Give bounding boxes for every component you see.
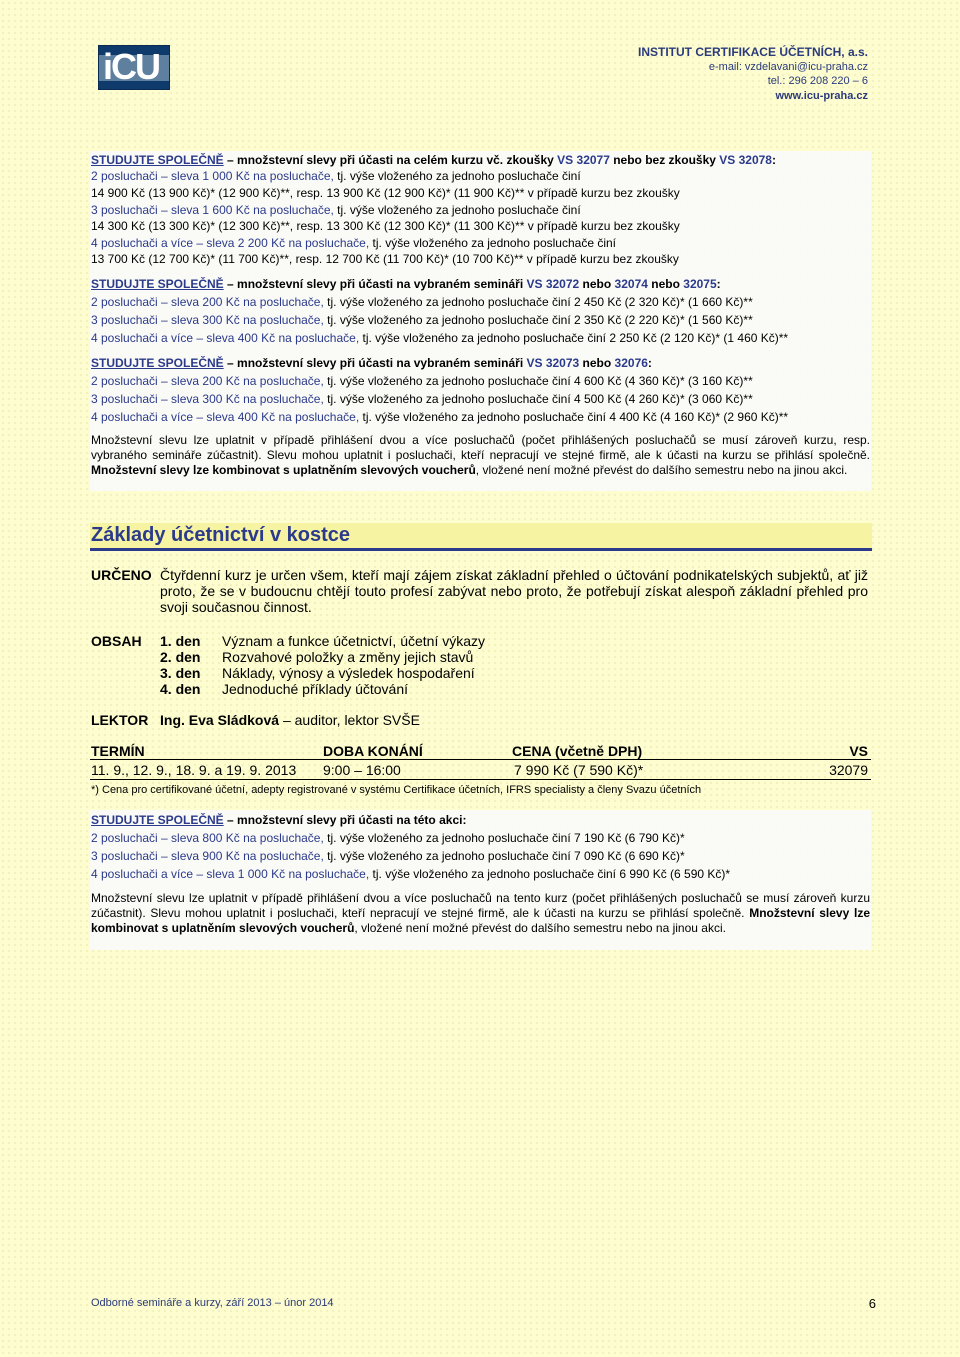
cell-duration: 9:00 – 16:00 [323,762,401,778]
discount-row [90,390,871,408]
discount-text: tj. výše vloženého za jednoho posluchače činí [333,168,581,183]
discount-text: tj. výše vloženého za jednoho posluchače činí 6 990 Kč (6 590 Kč)* [369,867,731,881]
discount-label: 3 posluchači – sleva 300 Kč na posluchače, [91,312,324,327]
discount-text: tj. výše vloženého za jednoho posluchače činí 4 400 Kč (4 160 Kč)* (2 960 Kč)** [359,409,789,424]
heading-text: : [771,153,776,167]
discount-note [90,891,871,936]
course-days [160,633,485,697]
website-link[interactable]: www.icu-praha.cz [775,89,868,102]
discount-heading-3 [90,354,871,372]
discount-row [90,847,871,865]
col-term-header: TERMÍN [91,743,145,759]
discount-row [90,293,871,311]
vs-code: 32074 [614,276,648,291]
discount-label: 4 posluchači a více – sleva 400 Kč na posluchače, [91,409,360,424]
cell-price: 7 990 Kč (7 590 Kč)* [514,762,644,778]
heading-text: – množstevní slevy při účasti na vybraném semináři [223,355,527,370]
discount-row [90,202,871,219]
heading-link: STUDUJTE SPOLEČNĚ [91,813,224,827]
price-footnote: *) Cena pro certifikované účetní, adepty registrované v systému Certifikace účetních, IFRS specialisty a členy Svazu účetních [91,784,702,796]
day-label: 4. den [160,681,201,697]
vs-code: VS 32072 [526,276,580,291]
vs-code: 32075 [683,276,717,291]
day-topic: Význam a funkce účetnictví, účetní výkazy [222,633,486,649]
heading-text: nebo [579,276,615,291]
discount-row [90,408,871,426]
urceno-text: Čtyřdenní kurz je určen všem, kteří mají zájem získat základní přehled o účtování podnikatelských subjektů, ať již proto, že se v budoucnu chtějí touto profesí zabývat nebo proto, že potřebují získat alespoň základní přehled pro svoji současnou činnost. [160,567,868,615]
discount-label: 2 posluchači – sleva 200 Kč na posluchače, [91,373,324,388]
logo-text: iCU [103,46,159,87]
cell-term: 11. 9., 12. 9., 18. 9. a 19. 9. 2013 [91,762,297,778]
discount-row [90,234,871,252]
note-text: Množstevní slevu lze uplatnit v případě přihlášení dvou a více posluchačů na tento kurz (počet přihlášených posluchačů se musí zároveň kurzu zúčastnit). Slevu mohou uplatnit i posluchači, kteří nepracují ve stejné firmě, ale k účasti na kurzu se přihlásí společně. [91,891,870,920]
heading-text: : [716,276,721,291]
day-topic: Náklady, výnosy a výsledek hospodaření [222,665,475,681]
discount-label: 4 posluchači a více – sleva 2 200 Kč na posluchače, [91,235,370,250]
vs-code: VS 32078 [719,153,772,167]
discount-text: tj. výše vloženého za jednoho posluchače činí [369,235,617,250]
note-bold: Množstevní slevy lze kombinovat s uplatněním slevových voucherů [91,462,476,477]
discount-text: tj. výše vloženého za jednoho posluchače činí 2 350 Kč (2 220 Kč)* (1 560 Kč)** [323,312,753,327]
note-text: , vložené není možné převést do dalšího semestru nebo na jinou akci. [354,921,726,935]
obsah-label: OBSAH [91,633,142,649]
header-contact [638,45,868,103]
discount-prices: 14 300 Kč (13 300 Kč)* (12 300 Kč)**, resp. 13 300 Kč (12 300 Kč)* (11 300 Kč)** v případě kurzu bez zkoušky [91,218,680,233]
page-number: 6 [868,1296,876,1311]
note-text: Množstevní slevu lze uplatnit v případě přihlášení dvou a více posluchačů (počet přihlášených posluchačů se musí zároveň kurzu, resp. vybraného semináře zúčastnit). Slevu mohou uplatnit i posluchači, kteří nepracují ve stejné firmě, ale k účasti na kurzu se přihlásí společně. [91,432,870,462]
logo [98,45,170,90]
vs-code: 32076 [614,355,648,370]
discount-label: 4 posluchači a více – sleva 1 000 Kč na posluchače, [91,867,370,881]
heading-text: – množstevní slevy při účasti na celém kurzu vč. zkoušky [223,153,558,167]
heading-text: nebo [579,355,615,370]
discount-heading-1 [90,152,871,169]
discount-label: 3 posluchači – sleva 900 Kč na posluchače, [91,849,324,863]
discount-row [90,311,871,329]
discount-box-2 [90,810,871,950]
col-price-header: CENA (včetně DPH) [512,743,643,759]
heading-text: – množstevní slevy při účasti na vybraném semináři [223,276,527,291]
heading-text: : [647,355,652,370]
discount-box-1 [90,151,871,491]
discount-label: 2 posluchači – sleva 1 000 Kč na posluchače, [91,168,334,183]
discount-label: 2 posluchači – sleva 800 Kč na posluchače, [91,831,324,845]
vs-code: VS 32077 [557,153,610,167]
col-vs-header: VS [849,743,868,759]
heading-link: STUDUJTE SPOLEČNĚ [91,276,224,291]
discount-text: tj. výše vloženého za jednoho posluchače činí 4 500 Kč (4 260 Kč)* (3 060 Kč)** [323,391,753,406]
note-bold: Množstevní slevy lze kombinovat s uplatněním slevových voucherů [91,906,870,935]
col-duration-header: DOBA KONÁNÍ [323,743,423,759]
discount-text: tj. výše vloženého za jednoho posluchače činí 7 090 Kč (6 690 Kč)* [323,849,685,863]
cell-vs: 32079 [829,762,868,778]
discount-prices: 13 700 Kč (12 700 Kč)* (11 700 Kč)**, resp. 12 700 Kč (11 700 Kč)* (10 700 Kč)** v případě kurzu bez zkoušky [91,251,679,266]
lektor-desc: – auditor, lektor SVŠE [279,712,420,728]
note-text: , vložené není možné převést do dalšího semestru nebo na jinou akci. [475,462,848,477]
day-row [160,649,485,665]
day-topic: Jednoduché příklady účtování [222,681,409,697]
heading-text: nebo [647,276,684,291]
discount-row [90,169,871,184]
discount-label: 4 posluchači a více – sleva 400 Kč na posluchače, [91,330,360,345]
discount-text: tj. výše vloženého za jednoho posluchače činí 7 190 Kč (6 790 Kč)* [323,831,685,845]
email[interactable]: e-mail: vzdelavani@icu-praha.cz [708,60,868,73]
day-label: 2. den [160,649,201,665]
urceno-label: URČENO [91,567,152,583]
discount-label: 3 posluchači – sleva 300 Kč na posluchače, [91,391,324,406]
phone: tel.: 296 208 220 – 6 [767,75,868,87]
day-row [160,633,485,649]
table-rule [90,779,871,780]
discount-text: tj. výše vloženého za jednoho posluchače činí 4 600 Kč (4 360 Kč)* (3 160 Kč)** [323,373,753,388]
discount-row [90,329,871,347]
table-rule [90,759,871,760]
heading-text: – množstevní slevy při účasti na této akci: [223,813,467,827]
day-row [160,665,485,681]
lektor [160,712,420,728]
discount-text: tj. výše vloženého za jednoho posluchače činí 2 250 Kč (2 120 Kč)* (1 460 Kč)** [359,330,789,345]
discount-row [90,865,871,883]
discount-label: 3 posluchači – sleva 1 600 Kč na posluchače, [91,202,334,217]
day-label: 1. den [160,633,201,649]
discount-note [90,433,871,478]
day-row [160,681,485,697]
day-topic: Rozvahové položky a změny jejich stavů [222,649,474,665]
footer-text: Odborné semináře a kurzy, září 2013 – únor 2014 [91,1297,334,1309]
lektor-label: LEKTOR [91,712,149,728]
discount-text: tj. výše vloženého za jednoho posluchače činí 2 450 Kč (2 320 Kč)* (1 660 Kč)** [323,294,753,309]
discount-heading [90,811,871,829]
heading-text: nebo bez zkoušky [609,153,720,167]
vs-code: VS 32073 [526,355,580,370]
discount-heading-2 [90,276,871,292]
discount-text: tj. výše vloženého za jednoho posluchače činí [333,202,581,217]
discount-label: 2 posluchači – sleva 200 Kč na posluchače, [91,294,324,309]
day-label: 3. den [160,665,201,681]
lektor-name: Ing. Eva Sládková [160,712,280,728]
org-name: INSTITUT CERTIFIKACE ÚČETNÍCH, a.s. [637,45,868,59]
course-title: Základy účetnictví v kostce [90,523,872,551]
heading-link: STUDUJTE SPOLEČNĚ [91,355,224,370]
discount-row [90,372,871,390]
heading-link: STUDUJTE SPOLEČNĚ [91,153,224,167]
discount-prices: 14 900 Kč (13 900 Kč)* (12 900 Kč)**, resp. 13 900 Kč (12 900 Kč)* (11 900 Kč)** v případě kurzu bez zkoušky [91,185,680,200]
discount-row [90,829,871,847]
